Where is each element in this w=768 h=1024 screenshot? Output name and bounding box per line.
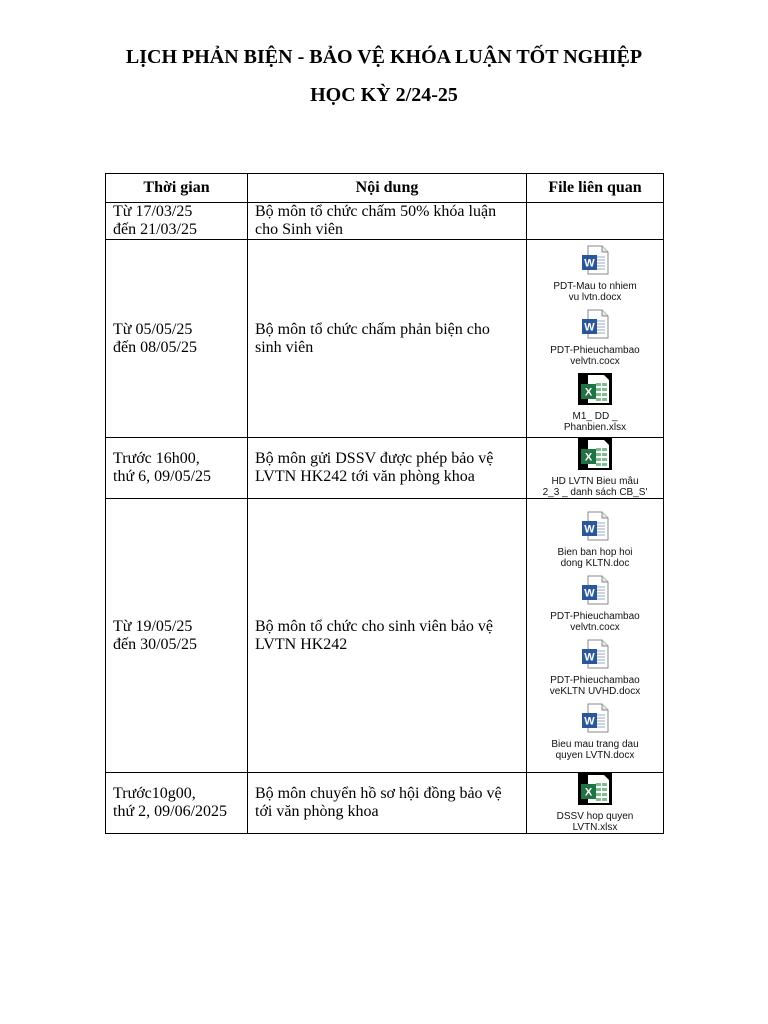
word-doc-icon	[581, 575, 609, 610]
file-name: velvtn.cocx	[570, 355, 620, 367]
file-attachment[interactable]	[529, 511, 661, 569]
file-name: veKLTN UVHD.docx	[549, 685, 641, 697]
cell-content	[248, 240, 527, 438]
file-name: Bieu mau trang dau	[551, 738, 639, 750]
content-text: Bộ môn tổ chức chấm 50% khóa luận	[255, 203, 497, 220]
file-name: dong KLTN.doc	[560, 557, 630, 569]
file-attachment[interactable]	[529, 438, 661, 498]
table-row	[106, 240, 664, 438]
cell-time	[106, 203, 248, 240]
cell-files	[527, 240, 664, 438]
time-text: đến 21/03/25	[113, 221, 197, 238]
cell-time	[106, 240, 248, 438]
excel-sheet-icon	[578, 773, 612, 810]
table-row	[106, 438, 664, 499]
table-header-row	[106, 174, 664, 203]
file-name: LVTN.xlsx	[572, 822, 618, 833]
cell-content	[248, 438, 527, 499]
time-text: Từ 17/03/25	[113, 203, 193, 220]
file-name: M1_ DD _	[572, 410, 618, 422]
header-files: File liên quan	[527, 174, 664, 203]
content-text: Bộ môn gửi DSSV được phép bảo vệ	[255, 450, 494, 467]
cell-files	[527, 773, 664, 834]
content-text: sinh viên	[255, 338, 314, 356]
svg-text:W: W	[584, 651, 595, 663]
cell-files	[527, 203, 664, 240]
table-row	[106, 773, 664, 834]
file-name: HD LVTN Bieu mẫu	[551, 476, 639, 487]
content-text: LVTN HK242 tới văn phòng khoa	[255, 468, 475, 485]
time-text: đến 08/05/25	[113, 338, 197, 356]
content-text: Bộ môn tổ chức cho sinh viên bảo vệ	[255, 617, 493, 635]
svg-text:W: W	[584, 321, 595, 333]
file-name: PDT-Phieuchambao	[550, 610, 640, 622]
file-name: DSSV hop quyen	[556, 811, 634, 822]
header-time: Thời gian	[106, 174, 248, 203]
word-doc-icon	[581, 511, 609, 546]
content-text: tới văn phòng khoa	[255, 803, 379, 820]
file-name: Bien ban hop hoi	[557, 546, 633, 558]
svg-text:X: X	[584, 786, 593, 799]
word-doc-icon	[581, 309, 609, 344]
file-name: Phanbien.xlsx	[563, 421, 627, 433]
svg-text:W: W	[584, 587, 595, 599]
file-attachment[interactable]	[529, 245, 661, 303]
file-name: 2_3 _ danh sách CB_S'	[542, 487, 648, 498]
table-row	[106, 203, 664, 240]
time-text: thứ 2, 09/06/2025	[113, 803, 228, 820]
cell-content	[248, 203, 527, 240]
file-attachment[interactable]	[529, 373, 661, 433]
time-text: Trước10g00,	[113, 785, 196, 802]
schedule-table	[105, 173, 664, 834]
file-name: quyen LVTN.docx	[555, 749, 635, 761]
excel-sheet-icon	[578, 373, 612, 410]
time-text: thứ 6, 09/05/25	[113, 468, 212, 485]
time-text: Trước 16h00,	[113, 450, 200, 467]
file-name: PDT-Mau to nhiem	[553, 280, 637, 292]
file-name: vu lvtn.docx	[568, 291, 622, 303]
table-row	[106, 499, 664, 773]
word-doc-icon	[581, 639, 609, 674]
svg-text:X: X	[584, 451, 593, 464]
content-text: LVTN HK242	[255, 635, 348, 653]
svg-text:W: W	[584, 523, 595, 535]
cell-time	[106, 438, 248, 499]
file-attachment[interactable]	[529, 639, 661, 697]
cell-content	[248, 499, 527, 773]
header-content: Nội dung	[248, 174, 527, 203]
cell-files	[527, 438, 664, 499]
cell-files	[527, 499, 664, 773]
word-doc-icon	[581, 245, 609, 280]
file-attachment[interactable]	[529, 309, 661, 367]
time-text: Từ 19/05/25	[113, 617, 193, 635]
file-attachment[interactable]	[529, 703, 661, 761]
excel-sheet-icon	[578, 438, 612, 475]
cell-time	[106, 499, 248, 773]
file-name: PDT-Phieuchambao	[550, 344, 640, 356]
time-text: Từ 05/05/25	[113, 320, 193, 338]
cell-content	[248, 773, 527, 834]
file-name: PDT-Phieuchambao	[550, 674, 640, 686]
word-doc-icon	[581, 703, 609, 738]
file-attachment[interactable]	[529, 773, 661, 833]
svg-text:W: W	[584, 715, 595, 727]
file-attachment[interactable]	[529, 575, 661, 633]
content-text: cho Sinh viên	[255, 221, 343, 238]
svg-text:W: W	[584, 257, 595, 269]
document-title: LỊCH PHẢN BIỆN - BẢO VỆ KHÓA LUẬN TỐT NGHIỆP	[125, 46, 643, 68]
content-text: Bộ môn tổ chức chấm phản biện cho	[255, 320, 490, 338]
svg-text:X: X	[584, 386, 593, 398]
document-subtitle: HỌC KỲ 2/24-25	[310, 84, 458, 106]
time-text: đến 30/05/25	[113, 635, 197, 653]
content-text: Bộ môn chuyển hồ sơ hội đồng bảo vệ	[255, 785, 502, 802]
cell-time	[106, 773, 248, 834]
file-name: velvtn.cocx	[570, 621, 620, 633]
